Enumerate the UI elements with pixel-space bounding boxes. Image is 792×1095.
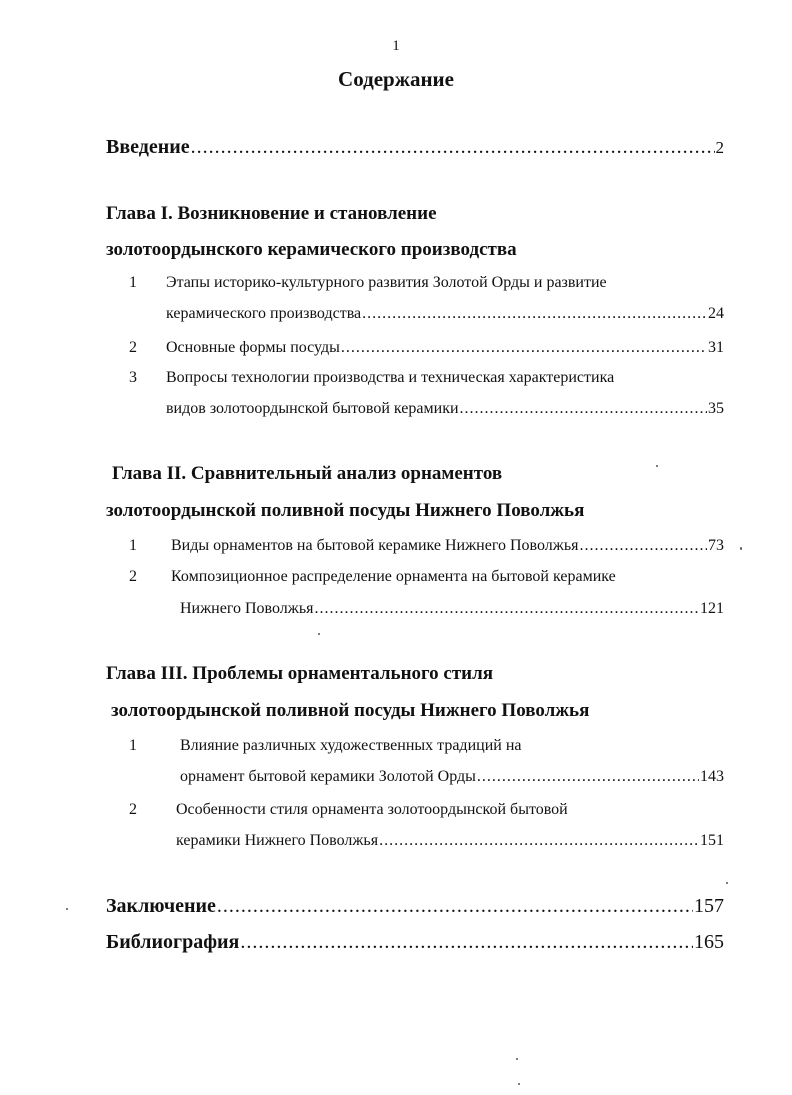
scan-speck xyxy=(516,1058,518,1060)
section-title[interactable]: Композиционное распределение орнамента на бытовой керамике xyxy=(171,568,616,585)
toc-label: Библиография xyxy=(106,931,240,953)
toc-page: 143 xyxy=(700,768,724,785)
scan-speck xyxy=(740,547,742,550)
scan-speck xyxy=(656,465,658,467)
section-number: 3 xyxy=(129,369,137,386)
section-number: 1 xyxy=(129,274,137,291)
chapter-heading: золотоордынского керамического производства xyxy=(106,239,517,260)
toc-page: 157 xyxy=(694,895,724,917)
section-title[interactable]: Этапы историко-культурного развития Золотой Орды и развитие xyxy=(166,274,607,291)
section-title: керамического производства xyxy=(166,305,362,322)
section-number: 1 xyxy=(129,737,137,754)
chapter-heading: Глава II. Сравнительный анализ орнаментов xyxy=(112,463,503,484)
section-number: 2 xyxy=(129,801,137,818)
section-title: Виды орнаментов на бытовой керамике Нижнего Поволжья xyxy=(171,537,579,554)
section-title: Нижнего Поволжья xyxy=(180,600,314,617)
toc-entry[interactable] xyxy=(176,832,724,850)
toc-entry[interactable] xyxy=(166,305,724,323)
chapter-heading: Глава III. Проблемы орнаментального стиля xyxy=(106,663,494,684)
toc-entry[interactable] xyxy=(166,400,724,418)
section-title: видов золотоордынской бытовой керамики xyxy=(166,400,459,417)
chapter-heading: золотоордынской поливной посуды Нижнего Поволжья xyxy=(111,700,590,721)
toc-entry[interactable] xyxy=(166,339,724,357)
toc-page: 24 xyxy=(708,305,724,322)
toc-page: 151 xyxy=(700,832,724,849)
scan-speck xyxy=(66,908,68,910)
section-title: орнамент бытовой керамики Золотой Орды xyxy=(180,768,476,785)
section-number: 2 xyxy=(129,339,137,356)
page-title: Содержание xyxy=(338,67,454,91)
section-title[interactable]: Особенности стиля орнамента золотоордынской бытовой xyxy=(176,801,568,818)
section-title[interactable]: Влияние различных художественных традиций на xyxy=(180,737,522,754)
toc-label: Введение xyxy=(106,136,190,158)
scan-speck xyxy=(318,633,320,635)
chapter-heading: Глава I. Возникновение и становление xyxy=(106,203,437,224)
toc-entry-conclusion[interactable] xyxy=(106,895,724,918)
toc-entry-bibliography[interactable] xyxy=(106,931,724,954)
toc-page: 35 xyxy=(708,400,724,417)
page-number: 1 xyxy=(392,38,400,54)
toc-label: Заключение xyxy=(106,895,216,917)
toc-page: 121 xyxy=(700,600,724,617)
toc-entry[interactable] xyxy=(171,537,724,555)
toc-entry[interactable] xyxy=(180,768,724,786)
toc-page: 165 xyxy=(694,931,724,953)
section-title: керамики Нижнего Поволжья xyxy=(176,832,379,849)
toc-page: 2 xyxy=(715,138,724,157)
chapter-heading: золотоордынской поливной посуды Нижнего Поволжья xyxy=(106,500,585,521)
section-title: Основные формы посуды xyxy=(166,339,340,356)
toc-entry-intro[interactable] xyxy=(106,136,724,159)
toc-page: 31 xyxy=(708,339,724,356)
section-number: 1 xyxy=(129,537,137,554)
toc-entry[interactable] xyxy=(180,600,724,618)
section-title[interactable]: Вопросы технологии производства и техническая характеристика xyxy=(166,369,615,386)
scan-speck xyxy=(518,1083,520,1085)
toc-page: 73 xyxy=(708,537,724,554)
scan-speck xyxy=(726,882,728,884)
section-number: 2 xyxy=(129,568,137,585)
